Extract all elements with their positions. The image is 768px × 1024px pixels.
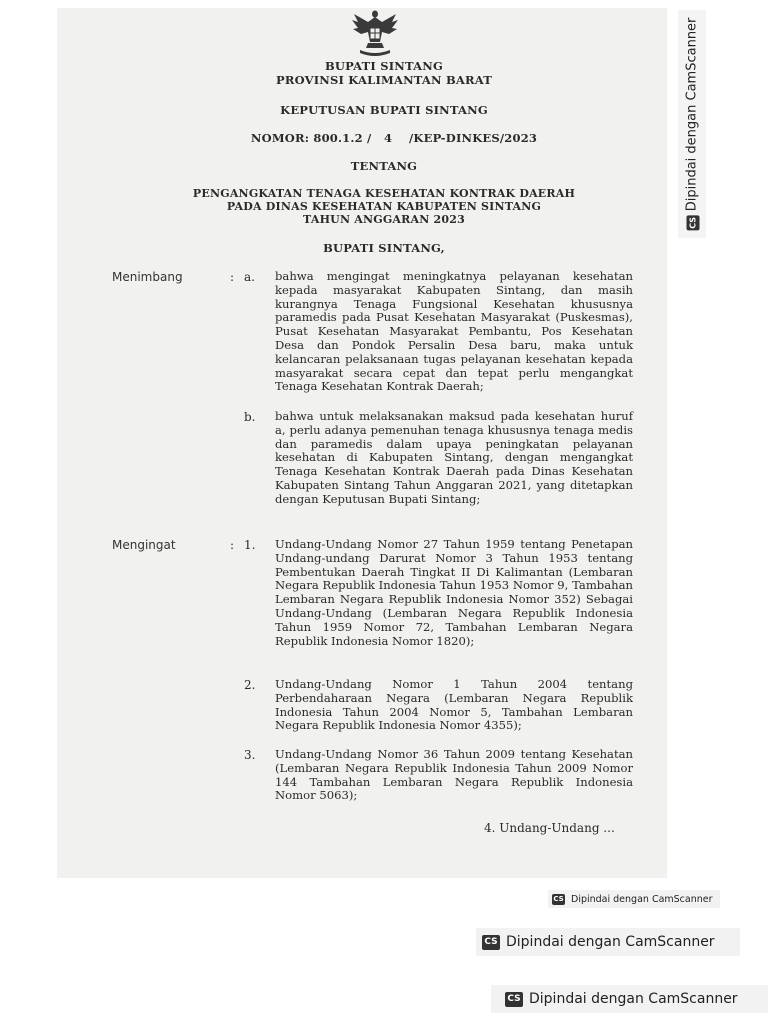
menimbang-label: Menimbang bbox=[112, 270, 183, 284]
watermark-text: Dipindai dengan CamScanner bbox=[506, 934, 715, 950]
continuation-text: 4. Undang-Undang ... bbox=[484, 821, 615, 835]
subject-line-3: TAHUN ANGGARAN 2023 bbox=[303, 213, 465, 226]
item-marker: 2. bbox=[244, 678, 256, 692]
about-heading: TENTANG bbox=[350, 159, 418, 173]
regent-salutation: BUPATI SINTANG, bbox=[323, 241, 445, 255]
garuda-emblem-icon bbox=[346, 8, 404, 58]
item-marker: 3. bbox=[244, 748, 256, 762]
header-province: PROVINSI KALIMANTAN BARAT bbox=[275, 73, 493, 87]
decree-title: KEPUTUSAN BUPATI SINTANG bbox=[280, 103, 488, 117]
camscanner-logo-icon: CS bbox=[688, 217, 698, 229]
decree-number: NOMOR: 800.1.2 / 4 /KEP-DINKES/2023 bbox=[250, 131, 538, 145]
subject-line-2: PADA DINAS KESEHATAN KABUPATEN SINTANG bbox=[226, 200, 542, 213]
mengingat-item-3: Undang-Undang Nomor 36 Tahun 2009 tentang Kesehatan (Lembaran Negara Republik Indonesia Tahun 2009 Nomor 144 Tambahan Lembaran Negara Republik Indonesia Nomor 5063); bbox=[275, 747, 633, 803]
mengingat-item-1: Undang-Undang Nomor 27 Tahun 1959 tentang Penetapan Undang-undang Darurat Nomor 3 Tahun 1953 tentang Pembentukan Daerah Tingkat II Di Kalimantan (Lembaran Negara Republik Indonesia Tahun 1953 Nomor 9, Tambahan Lembaran Negara Republik Indonesia Nomor 352) Sebagai Undang-Undang (Lembaran Negara Republik Indonesia Tahun 1959 Nomor 72, Tambahan Lembaran Negara Republik Indonesia Nomor 1820); bbox=[275, 537, 633, 648]
item-marker: a. bbox=[244, 270, 255, 284]
watermark-text: Dipindai dengan CamScanner bbox=[571, 893, 713, 905]
watermark-text: Dipindai dengan CamScanner bbox=[684, 17, 700, 212]
header-regent: BUPATI SINTANG bbox=[325, 59, 443, 73]
item-marker: b. bbox=[244, 410, 256, 424]
mengingat-label: Mengingat bbox=[112, 538, 176, 552]
camscanner-watermark-small bbox=[548, 890, 720, 908]
menimbang-item-a: bahwa mengingat meningkatnya pelayanan kesehatan kepada masyarakat Kabupaten Sintang, dan masih kurangnya Tenaga Fungsional Kesehatan khususnya paramedis pada Pusat Kesehatan Masyarakat (Puskesmas), Pusat Kesehatan Masyarakat Pembantu, Pos Kesehatan Desa dan Pondok Persalin Desa baru, maka untuk kelancaran pelaksanaan tugas pelayanan kesehatan kepada masyarakat secara cepat dan tepat perlu mengangkat Tenaga Kesehatan Kontrak Daerah; bbox=[275, 269, 633, 394]
camscanner-logo-icon: CS bbox=[482, 935, 500, 950]
camscanner-logo-icon: CS bbox=[505, 992, 523, 1007]
mengingat-colon: : bbox=[230, 538, 235, 552]
mengingat-item-2: Undang-Undang Nomor 1 Tahun 2004 tentang Perbendaharaan Negara (Lembaran Negara Republik Indonesia Tahun 2004 Nomor 5, Tambahan Lembaran Negara Republik Indonesia Nomor 4355); bbox=[275, 677, 633, 733]
camscanner-watermark-medium bbox=[476, 928, 740, 956]
camscanner-watermark-vertical bbox=[678, 10, 706, 238]
camscanner-logo-icon: CS bbox=[553, 895, 564, 903]
item-marker: 1. bbox=[244, 538, 256, 552]
camscanner-watermark-large bbox=[491, 985, 768, 1013]
subject-line-1: PENGANGKATAN TENAGA KESEHATAN KONTRAK DAERAH bbox=[192, 187, 576, 200]
menimbang-item-b: bahwa untuk melaksanakan maksud pada kesehatan huruf a, perlu adanya pemenuhan tenaga khususnya tenaga medis dan paramedis dalam upaya peningkatan pelayanan kesehatan di Kabupaten Sintang, dengan mengangkat Tenaga Kesehatan Kontrak Daerah pada Dinas Kesehatan Kabupaten Sintang Tahun Anggaran 2021, yang ditetapkan dengan Keputusan Bupati Sintang; bbox=[275, 409, 633, 506]
menimbang-colon: : bbox=[230, 270, 235, 284]
watermark-text: Dipindai dengan CamScanner bbox=[529, 991, 738, 1007]
